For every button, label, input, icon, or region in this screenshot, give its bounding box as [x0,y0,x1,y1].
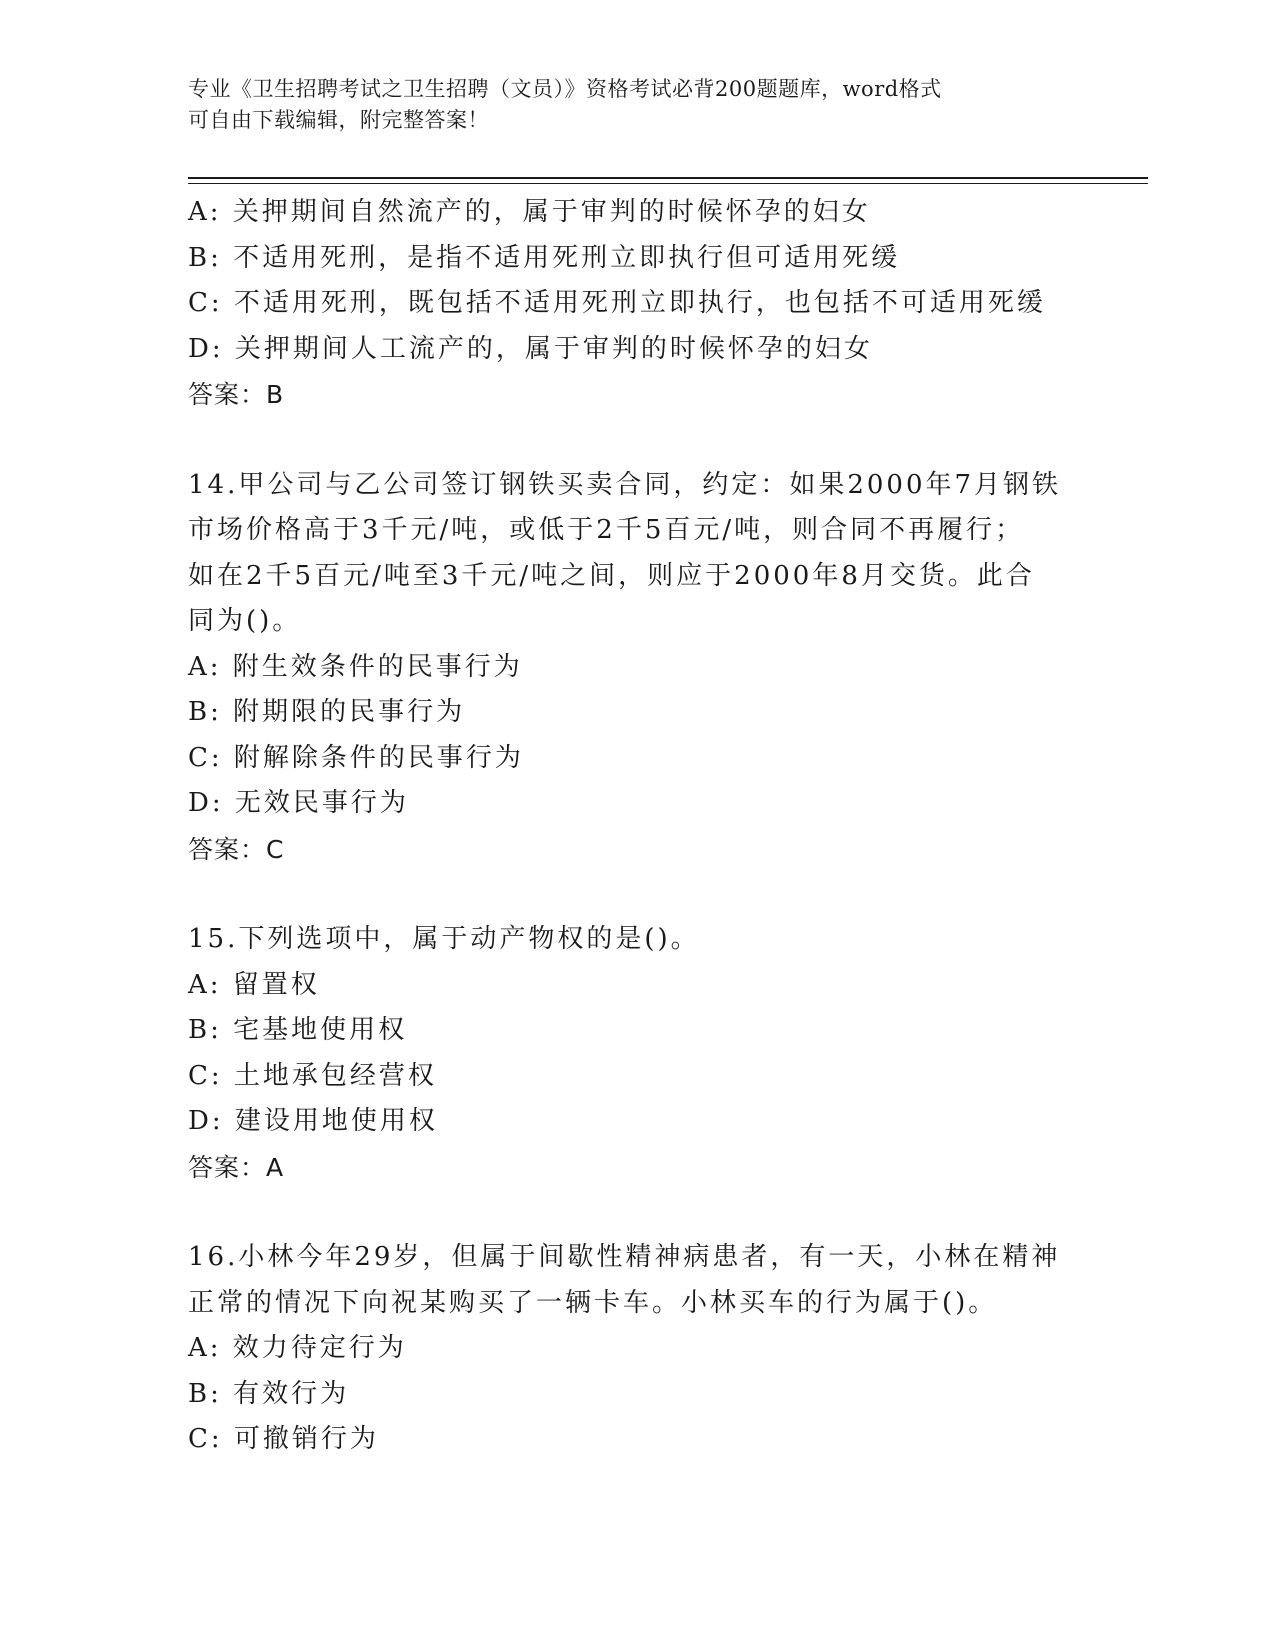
answer: 答案：A [188,1152,285,1182]
option-c: C: 附解除条件的民事行为 [188,742,524,773]
option-d: D: 无效民事行为 [188,788,409,818]
option-d: D: 关押期间人工流产的，属于审判的时候怀孕的妇女 [188,333,873,364]
option-b: B: 不适用死刑，是指不适用死刑立即执行但可适用死缓 [188,242,901,273]
question-stem-line: 正常的情况下向祝某购买了一辆卡车。小林买车的行为属于()。 [188,1287,998,1318]
question-stem-line: 16.小林今年29岁，但属于间歇性精神病患者，有一天，小林在精神 [188,1242,1061,1272]
question-16 [188,1235,1088,1463]
header-divider-thin [188,183,1148,184]
option-b: B: 宅基地使用权 [188,1015,408,1045]
option-a: A: 留置权 [188,969,320,1000]
question-13-continued [188,190,1088,418]
question-15 [188,917,1088,1190]
option-d: D: 建设用地使用权 [188,1106,438,1136]
question-stem-line: 14.甲公司与乙公司签订钢铁买卖合同，约定：如果2000年7月钢铁 [188,469,1062,500]
option-a: A: 附生效条件的民事行为 [188,651,523,682]
header-divider-thick [188,177,1148,179]
question-14 [188,463,1088,873]
answer: 答案：B [188,380,285,409]
document-header [188,74,1068,136]
question-stem-line: 如在2千5百元/吨至3千元/吨之间，则应于2000年8月交货。此合 [188,560,1035,591]
option-b: B: 附期限的民事行为 [188,697,466,727]
option-c: C: 土地承包经营权 [188,1060,437,1091]
document-body [188,190,1088,1463]
question-stem-line: 15.下列选项中，属于动产物权的是()。 [188,924,700,954]
option-c: C: 可撤销行为 [188,1424,379,1454]
question-stem-line: 市场价格高于3千元/吨，或低于2千5百元/吨，则合同不再履行； [188,515,1025,545]
header-title-line-2: 可自由下载编辑，附完整答案！ [188,108,489,132]
answer: 答案：C [188,834,285,864]
header-title-line-1: 专业《卫生招聘考试之卫生招聘（文员）》资格考试必背200题题库，word格式 [188,77,942,101]
option-c: C: 不适用死刑，既包括不适用死刑立即执行，也包括不可适用死缓 [188,288,1046,318]
question-stem-line: 同为()。 [188,606,302,636]
option-a: A: 关押期间自然流产的，属于审判的时候怀孕的妇女 [188,197,871,227]
option-b: B: 有效行为 [188,1378,350,1409]
option-a: A: 效力待定行为 [188,1333,407,1363]
